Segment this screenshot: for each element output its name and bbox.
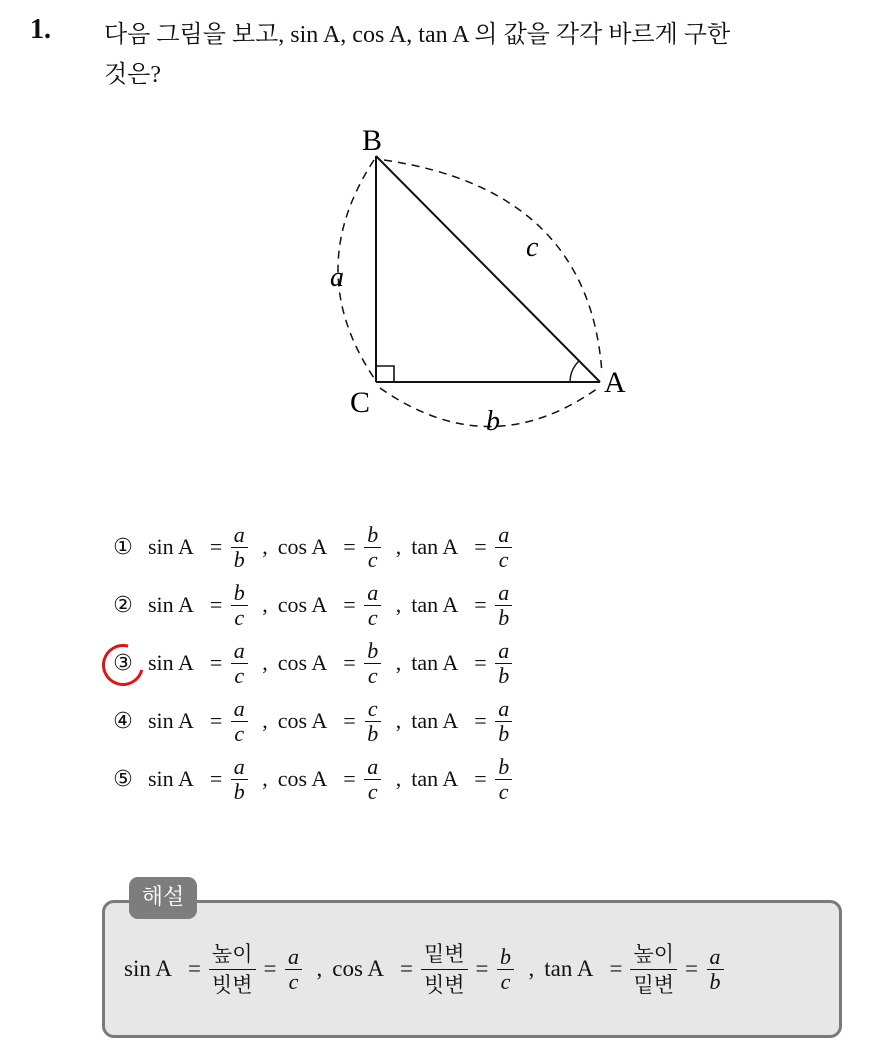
side-ba — [376, 156, 600, 382]
equals-sign: = — [209, 592, 223, 617]
comma: , — [316, 956, 323, 981]
choice-marker: ④ — [113, 708, 133, 734]
numerator: 높이 — [209, 939, 256, 970]
comma: , — [395, 650, 402, 675]
question-number: 1. — [30, 14, 51, 45]
choice-expression — [148, 581, 513, 630]
cos-word-fraction — [421, 939, 468, 1000]
numerator: b — [231, 581, 248, 606]
sin-label: sin A — [148, 650, 194, 675]
denominator: b — [709, 968, 721, 994]
equals-sign: = — [263, 956, 277, 981]
comma: , — [262, 534, 268, 559]
denominator: 빗변 — [423, 972, 465, 997]
denominator: c — [367, 778, 378, 804]
equals-sign: = — [474, 650, 487, 675]
cos-label: cos A — [277, 708, 328, 733]
numerator: a — [364, 581, 381, 606]
equals-sign: = — [209, 650, 223, 675]
comma: , — [262, 766, 268, 791]
choice-expression — [148, 697, 513, 746]
vertex-label-a: A — [604, 366, 626, 399]
comma: , — [262, 650, 268, 675]
choice-3[interactable] — [108, 635, 513, 691]
cos-fraction — [364, 639, 382, 688]
denominator: c — [234, 720, 245, 746]
numerator: 높이 — [630, 939, 677, 970]
equals-sign: = — [474, 534, 487, 559]
choice-4[interactable] — [108, 693, 513, 749]
cos-fraction — [364, 755, 382, 804]
equals-sign: = — [209, 766, 223, 791]
tan-label: tan A — [411, 592, 459, 617]
choice-marker: ⑤ — [113, 766, 133, 792]
equals-sign: = — [187, 956, 201, 981]
comma: , — [262, 708, 268, 733]
sin-label: sin A — [148, 708, 194, 733]
equals-sign: = — [474, 592, 487, 617]
denominator: c — [498, 778, 509, 804]
denominator: b — [498, 662, 510, 688]
explanation-formula — [124, 930, 724, 1008]
choice-marker-circled: ③ — [108, 651, 138, 676]
tan-fraction — [495, 581, 513, 630]
equals-sign: = — [343, 708, 356, 733]
tan-fraction — [495, 523, 513, 572]
equals-sign: = — [399, 956, 413, 981]
equals-sign: = — [475, 956, 489, 981]
question-text-line1: 다음 그림을 보고, sin A, cos A, tan A 의 값을 각각 바르게 구한 — [104, 22, 731, 48]
denominator: b — [233, 546, 245, 572]
numerator: a — [285, 945, 302, 970]
cos-label: cos A — [277, 650, 328, 675]
explanation-tag: 해설 — [129, 877, 197, 919]
question-text-line2: 것은? — [104, 62, 162, 88]
choice-2[interactable] — [108, 577, 513, 633]
comma: , — [395, 708, 402, 733]
denominator: 빗변 — [211, 972, 253, 997]
sin-fraction — [230, 697, 248, 746]
numerator: b — [364, 523, 381, 548]
numerator: 밑변 — [421, 939, 468, 970]
numerator: a — [495, 523, 512, 548]
side-label-c: c — [526, 232, 539, 263]
denominator: c — [234, 604, 245, 630]
cos-label: cos A — [332, 956, 384, 981]
denominator: c — [367, 662, 378, 688]
cos-fraction — [364, 581, 382, 630]
sin-fraction — [230, 755, 248, 804]
comma: , — [395, 766, 402, 791]
equals-sign: = — [343, 766, 356, 791]
numerator: b — [495, 755, 512, 780]
comma: , — [395, 534, 402, 559]
equals-sign: = — [343, 592, 356, 617]
tan-label: tan A — [411, 766, 459, 791]
comma: , — [528, 956, 535, 981]
sin-label: sin A — [148, 766, 194, 791]
choice-1[interactable] — [108, 519, 513, 575]
equals-sign: = — [609, 956, 623, 981]
tan-fraction — [495, 697, 513, 746]
angle-a-arc — [570, 361, 579, 382]
numerator: a — [707, 945, 724, 970]
dashed-arc-c — [384, 160, 602, 374]
numerator: b — [364, 639, 381, 664]
equals-sign: = — [209, 534, 223, 559]
tan-fraction — [495, 755, 513, 804]
numerator: b — [497, 945, 514, 970]
denominator: c — [367, 604, 378, 630]
tan-word-fraction — [630, 939, 677, 1000]
cos-label: cos A — [277, 592, 328, 617]
equals-sign: = — [343, 534, 356, 559]
denominator: b — [233, 778, 245, 804]
choice-marker: ② — [113, 592, 133, 618]
numerator: a — [495, 697, 512, 722]
numerator: a — [231, 523, 248, 548]
choice-expression — [148, 639, 513, 688]
denominator: c — [367, 546, 378, 572]
choice-marker: ① — [113, 534, 133, 560]
side-label-b: b — [486, 406, 500, 437]
denominator: c — [500, 968, 511, 994]
tan-fraction — [495, 639, 513, 688]
right-angle-mark — [376, 366, 394, 382]
sin-fraction — [230, 581, 248, 630]
numerator: a — [231, 697, 248, 722]
denominator: b — [367, 720, 379, 746]
numerator: a — [231, 755, 248, 780]
sin-fraction — [230, 523, 248, 572]
choice-expression — [148, 523, 513, 572]
sin-word-fraction — [209, 939, 256, 1000]
cos-fraction — [364, 697, 382, 746]
tan-label: tan A — [411, 650, 459, 675]
triangle-figure — [320, 120, 640, 440]
equals-sign: = — [209, 708, 223, 733]
cos-label: cos A — [277, 534, 328, 559]
numerator: a — [495, 581, 512, 606]
numerator: a — [231, 639, 248, 664]
denominator: c — [234, 662, 245, 688]
denominator: c — [498, 546, 509, 572]
choice-expression — [148, 755, 513, 804]
numerator: a — [495, 639, 512, 664]
denominator: c — [288, 968, 299, 994]
denominator: b — [498, 604, 510, 630]
tan-label: tan A — [411, 534, 459, 559]
cos-fraction — [497, 945, 515, 994]
sin-fraction — [230, 639, 248, 688]
comma: , — [262, 592, 268, 617]
choice-5[interactable] — [108, 751, 513, 807]
equals-sign: = — [474, 708, 487, 733]
sin-label: sin A — [148, 534, 194, 559]
numerator: a — [364, 755, 381, 780]
denominator: 밑변 — [633, 972, 675, 997]
numerator: c — [365, 697, 381, 722]
sin-fraction — [284, 945, 302, 994]
cos-label: cos A — [277, 766, 328, 791]
denominator: b — [498, 720, 510, 746]
sin-label: sin A — [148, 592, 194, 617]
tan-label: tan A — [411, 708, 459, 733]
tan-label: tan A — [544, 956, 594, 981]
sin-label: sin A — [124, 956, 172, 981]
equals-sign: = — [685, 956, 699, 981]
vertex-label-b: B — [362, 124, 383, 157]
equals-sign: = — [343, 650, 356, 675]
tan-fraction — [706, 945, 724, 994]
comma: , — [395, 592, 402, 617]
cos-fraction — [364, 523, 382, 572]
vertex-label-c: C — [350, 386, 371, 419]
equals-sign: = — [474, 766, 487, 791]
side-label-a: a — [330, 262, 344, 293]
